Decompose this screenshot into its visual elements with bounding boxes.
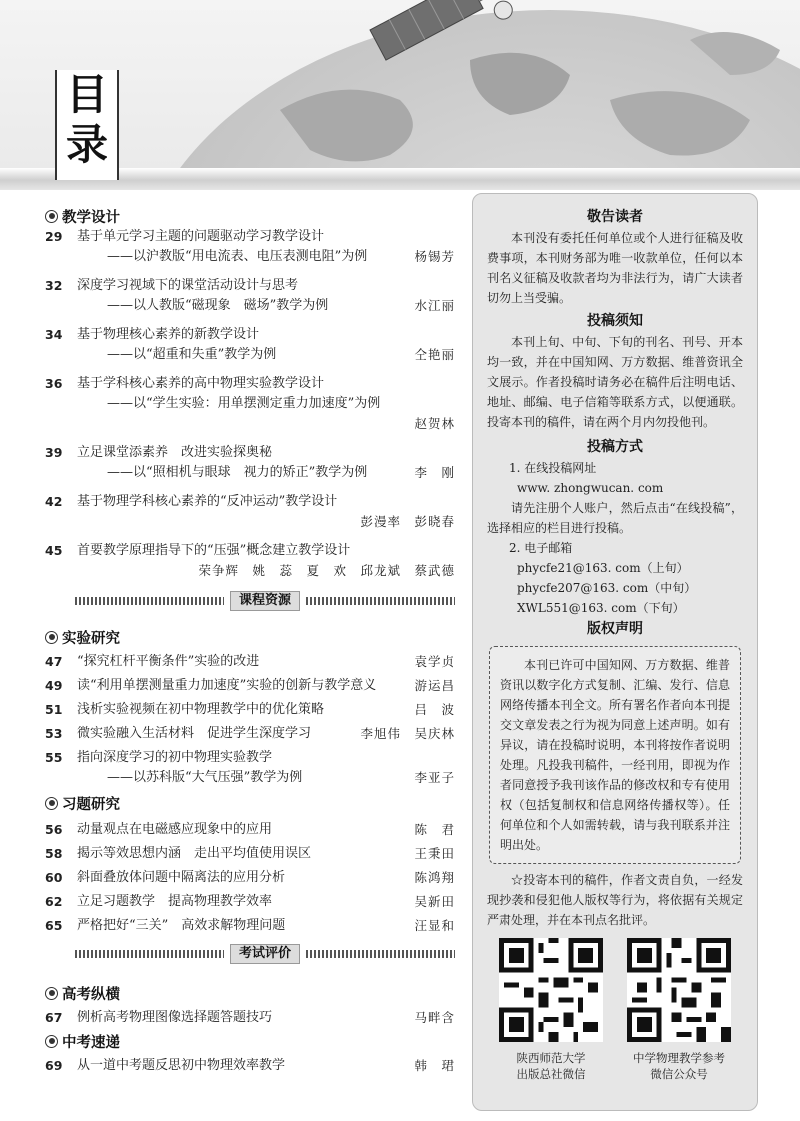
toc-entry[interactable]: [45, 892, 455, 912]
article-subtitle: ——以苏科版“大气压强”教学为例: [107, 770, 303, 785]
article-author: 吕 波: [414, 702, 455, 717]
article-title: 基于物理核心素养的新教学设计: [77, 327, 260, 342]
article-subtitle: ——以“照相机与眼球 视力的矫正”教学为例: [107, 465, 368, 480]
article-author: 游运昌: [414, 678, 455, 693]
section-heading: 习题研究: [45, 792, 455, 814]
article-title: 深度学习视域下的课堂活动设计与思考: [77, 278, 299, 293]
page-number: 60: [45, 870, 63, 885]
article-title: 基于单元学习主题的问题驱动学习教学设计: [77, 229, 325, 244]
article-title: 立足课堂添素养 改进实验探奥秘: [77, 445, 273, 460]
page-number: 67: [45, 1010, 63, 1025]
table-of-contents: [45, 205, 455, 581]
info-panel: [472, 193, 758, 1111]
article-author: 赵贺林: [414, 416, 455, 431]
page-number: 39: [45, 445, 63, 460]
page-number: 58: [45, 846, 63, 861]
qr-code-icon[interactable]: [499, 938, 603, 1042]
article-title: 读“利用单摆测量重力加速度”实验的创新与教学意义: [77, 678, 377, 693]
page-number: 45: [45, 543, 63, 558]
article-title: 立足习题教学 提高物理教学效率: [77, 894, 273, 909]
circle-bullet-icon: [45, 797, 58, 810]
circle-bullet-icon: [45, 631, 58, 644]
section-heading: 中考速递: [45, 1030, 455, 1052]
article-title: 基于物理学科核心素养的“反冲运动”教学设计: [77, 494, 338, 509]
page-number: 56: [45, 822, 63, 837]
article-author: 李 刚: [414, 465, 455, 480]
article-subtitle: ——以“超重和失重”教学为例: [107, 347, 277, 362]
toc-entry[interactable]: [45, 700, 455, 720]
guide-title: 投稿须知: [587, 313, 643, 329]
category-band-label: 考试评价: [230, 944, 300, 964]
toc-entry[interactable]: [45, 724, 455, 744]
copyright-text: 本刊已许可中国知网、万方数据、维普资讯以数字化方式复制、汇编、发行、信息网络传播本刊全文。所有署名作者向本刊提交文章发表之行为视为同意上述声明。如有异议，请在投稿时说明，本刊将按作者说明处理。凡投我刊稿件，一经刊用，即视为作者同意授予我刊该作品的修改权和专有使用权（包括复制权和信息网络传播权等）。任何单位和个人如需转载，请与我刊联系并注明出处。: [500, 658, 730, 852]
qr-code-icon[interactable]: [627, 938, 731, 1042]
toc-entry[interactable]: [45, 227, 455, 267]
article-author: 陈 君: [414, 822, 455, 837]
page-number: 53: [45, 726, 63, 741]
toc-entry[interactable]: [45, 443, 455, 483]
email-address[interactable]: phycfe21@163. com（上旬）: [517, 561, 689, 575]
toc-entry[interactable]: [45, 652, 455, 672]
article-subtitle: ——以人教版“磁现象 磁场”教学为例: [107, 298, 329, 313]
notice-text: 本刊没有委托任何单位或个人进行征稿及收费事项，本刊财务部为唯一收款单位，任何以本刊名义征稿及收款者均为非法行为，请广大读者切勿上当受骗。: [487, 231, 743, 305]
page-number: 47: [45, 654, 63, 669]
page-number: 42: [45, 494, 63, 509]
circle-bullet-icon: [45, 987, 58, 1000]
article-title: 首要教学原理指导下的“压强”概念建立教学设计: [77, 543, 351, 558]
toc-entry[interactable]: [45, 868, 455, 888]
article-author: 韩 珺: [414, 1058, 455, 1073]
category-band-label: 课程资源: [230, 591, 300, 611]
page-number: 69: [45, 1058, 63, 1073]
page-number: 36: [45, 376, 63, 391]
table-of-contents-part-2: [45, 626, 455, 936]
qr-item: [495, 938, 607, 1082]
toc-entry[interactable]: [45, 676, 455, 696]
article-author: 李亚子: [414, 770, 455, 785]
article-author: 吴新田: [414, 894, 455, 909]
toc-entry[interactable]: [45, 541, 455, 581]
header-banner: [0, 0, 800, 190]
method-online-text: 请先注册个人账户，然后点击“在线投稿”，选择相应的栏目进行投稿。: [487, 501, 743, 535]
article-author: 陈鸿翔: [414, 870, 455, 885]
qr-code-row: [487, 938, 743, 1082]
section-heading: 实验研究: [45, 626, 455, 648]
article-title: 微实验融入生活材料 促进学生深度学习: [77, 726, 312, 741]
article-subtitle: ——以沪教版“用电流表、电压表测电阻”为例: [107, 249, 368, 264]
article-title: 严格把好“三关” 高效求解物理问题: [77, 918, 286, 933]
toc-entry[interactable]: [45, 276, 455, 316]
article-author: 杨锡芳: [414, 249, 455, 264]
page-number: 49: [45, 678, 63, 693]
article-title: 动量观点在电磁感应现象中的应用: [77, 822, 273, 837]
article-title: 基于学科核心素养的高中物理实验教学设计: [77, 376, 325, 391]
qr-item: [623, 938, 735, 1082]
article-author: 汪显和: [414, 918, 455, 933]
method-online-label: 1. 在线投稿网址: [509, 461, 597, 475]
table-of-contents-part-3: [45, 982, 455, 1076]
page-title: [55, 70, 119, 180]
circle-bullet-icon: [45, 1035, 58, 1048]
page-number: 51: [45, 702, 63, 717]
method-email-label: 2. 电子邮箱: [509, 541, 573, 555]
category-band: [75, 943, 455, 965]
copyright-box: [489, 646, 741, 864]
page-title-char-2: 录: [65, 120, 108, 169]
toc-entry[interactable]: [45, 916, 455, 936]
article-subtitle: ——以“学生实验：用单摆测定重力加速度”为例: [107, 396, 381, 411]
section-heading: 教学设计: [45, 205, 455, 227]
guide-text: 本刊上旬、中旬、下旬的刊名、刊号、开本均一致，并在中国知网、万方数据、维普资讯全文展示。作者投稿时请务必在稿件后注明电话、地址、邮编、电子信箱等联系方式，以便通联。投寄本刊的稿件，请在两个月内勿投他刊。: [487, 335, 743, 429]
toc-entry[interactable]: [45, 1008, 455, 1028]
article-author: 李旭伟 吴庆林: [360, 726, 455, 741]
submission-url[interactable]: www. zhongwucan. com: [517, 481, 664, 495]
toc-entry[interactable]: [45, 492, 455, 532]
email-address[interactable]: XWL551@163. com（下旬）: [517, 601, 685, 615]
article-title: 从一道中考题反思初中物理效率教学: [77, 1058, 286, 1073]
warning-text: ☆投寄本刊的稿件，作者文责自负，一经发现抄袭和侵犯他人版权等行为，将依据有关规定严肃处理，并在本刊点名批评。: [487, 873, 743, 927]
page-number: 65: [45, 918, 63, 933]
toc-entry[interactable]: [45, 374, 455, 434]
circle-bullet-icon: [45, 210, 58, 223]
article-author: 王秉田: [414, 846, 455, 861]
article-title: 例析高考物理图像选择题答题技巧: [77, 1010, 273, 1025]
qr-caption: 中学物理教学参考 微信公众号: [633, 1051, 725, 1081]
page-number: 62: [45, 894, 63, 909]
toc-entry[interactable]: [45, 1056, 455, 1076]
email-address[interactable]: phycfe207@163. com（中旬）: [517, 581, 697, 595]
toc-entry[interactable]: [45, 748, 455, 788]
article-title: 指向深度学习的初中物理实验教学: [77, 750, 273, 765]
category-band: [75, 590, 455, 612]
article-title: “探究杠杆平衡条件”实验的改进: [77, 654, 260, 669]
article-author: 水江丽: [414, 298, 455, 313]
notice-title: 敬告读者: [587, 209, 643, 225]
page-number: 34: [45, 327, 63, 342]
globe-satellite-illustration: [130, 0, 800, 190]
method-title: 投稿方式: [587, 439, 643, 455]
article-author: 荣争辉 姚 蕊 夏 欢 邱龙斌 蔡武德: [198, 563, 455, 578]
qr-caption: 陕西师范大学 出版总社微信: [516, 1051, 586, 1081]
header-shadow: [0, 168, 800, 190]
article-title: 揭示等效思想内涵 走出平均值使用误区: [77, 846, 312, 861]
article-title: 浅析实验视频在初中物理教学中的优化策略: [77, 702, 325, 717]
toc-entry[interactable]: [45, 844, 455, 864]
article-author: 仝艳丽: [414, 347, 455, 362]
copyright-title: 版权声明: [587, 621, 643, 637]
page-number: 55: [45, 750, 63, 765]
article-title: 斜面叠放体问题中隔离法的应用分析: [77, 870, 286, 885]
page-number: 32: [45, 278, 63, 293]
toc-entry[interactable]: [45, 325, 455, 365]
article-author: 彭漫率 彭晓春: [360, 514, 455, 529]
article-author: 袁学贞: [414, 654, 455, 669]
article-author: 马畔含: [414, 1010, 455, 1025]
toc-entry[interactable]: [45, 820, 455, 840]
page-number: 29: [45, 229, 63, 244]
page-title-char-1: 目: [65, 70, 108, 119]
section-heading: 高考纵横: [45, 982, 455, 1004]
